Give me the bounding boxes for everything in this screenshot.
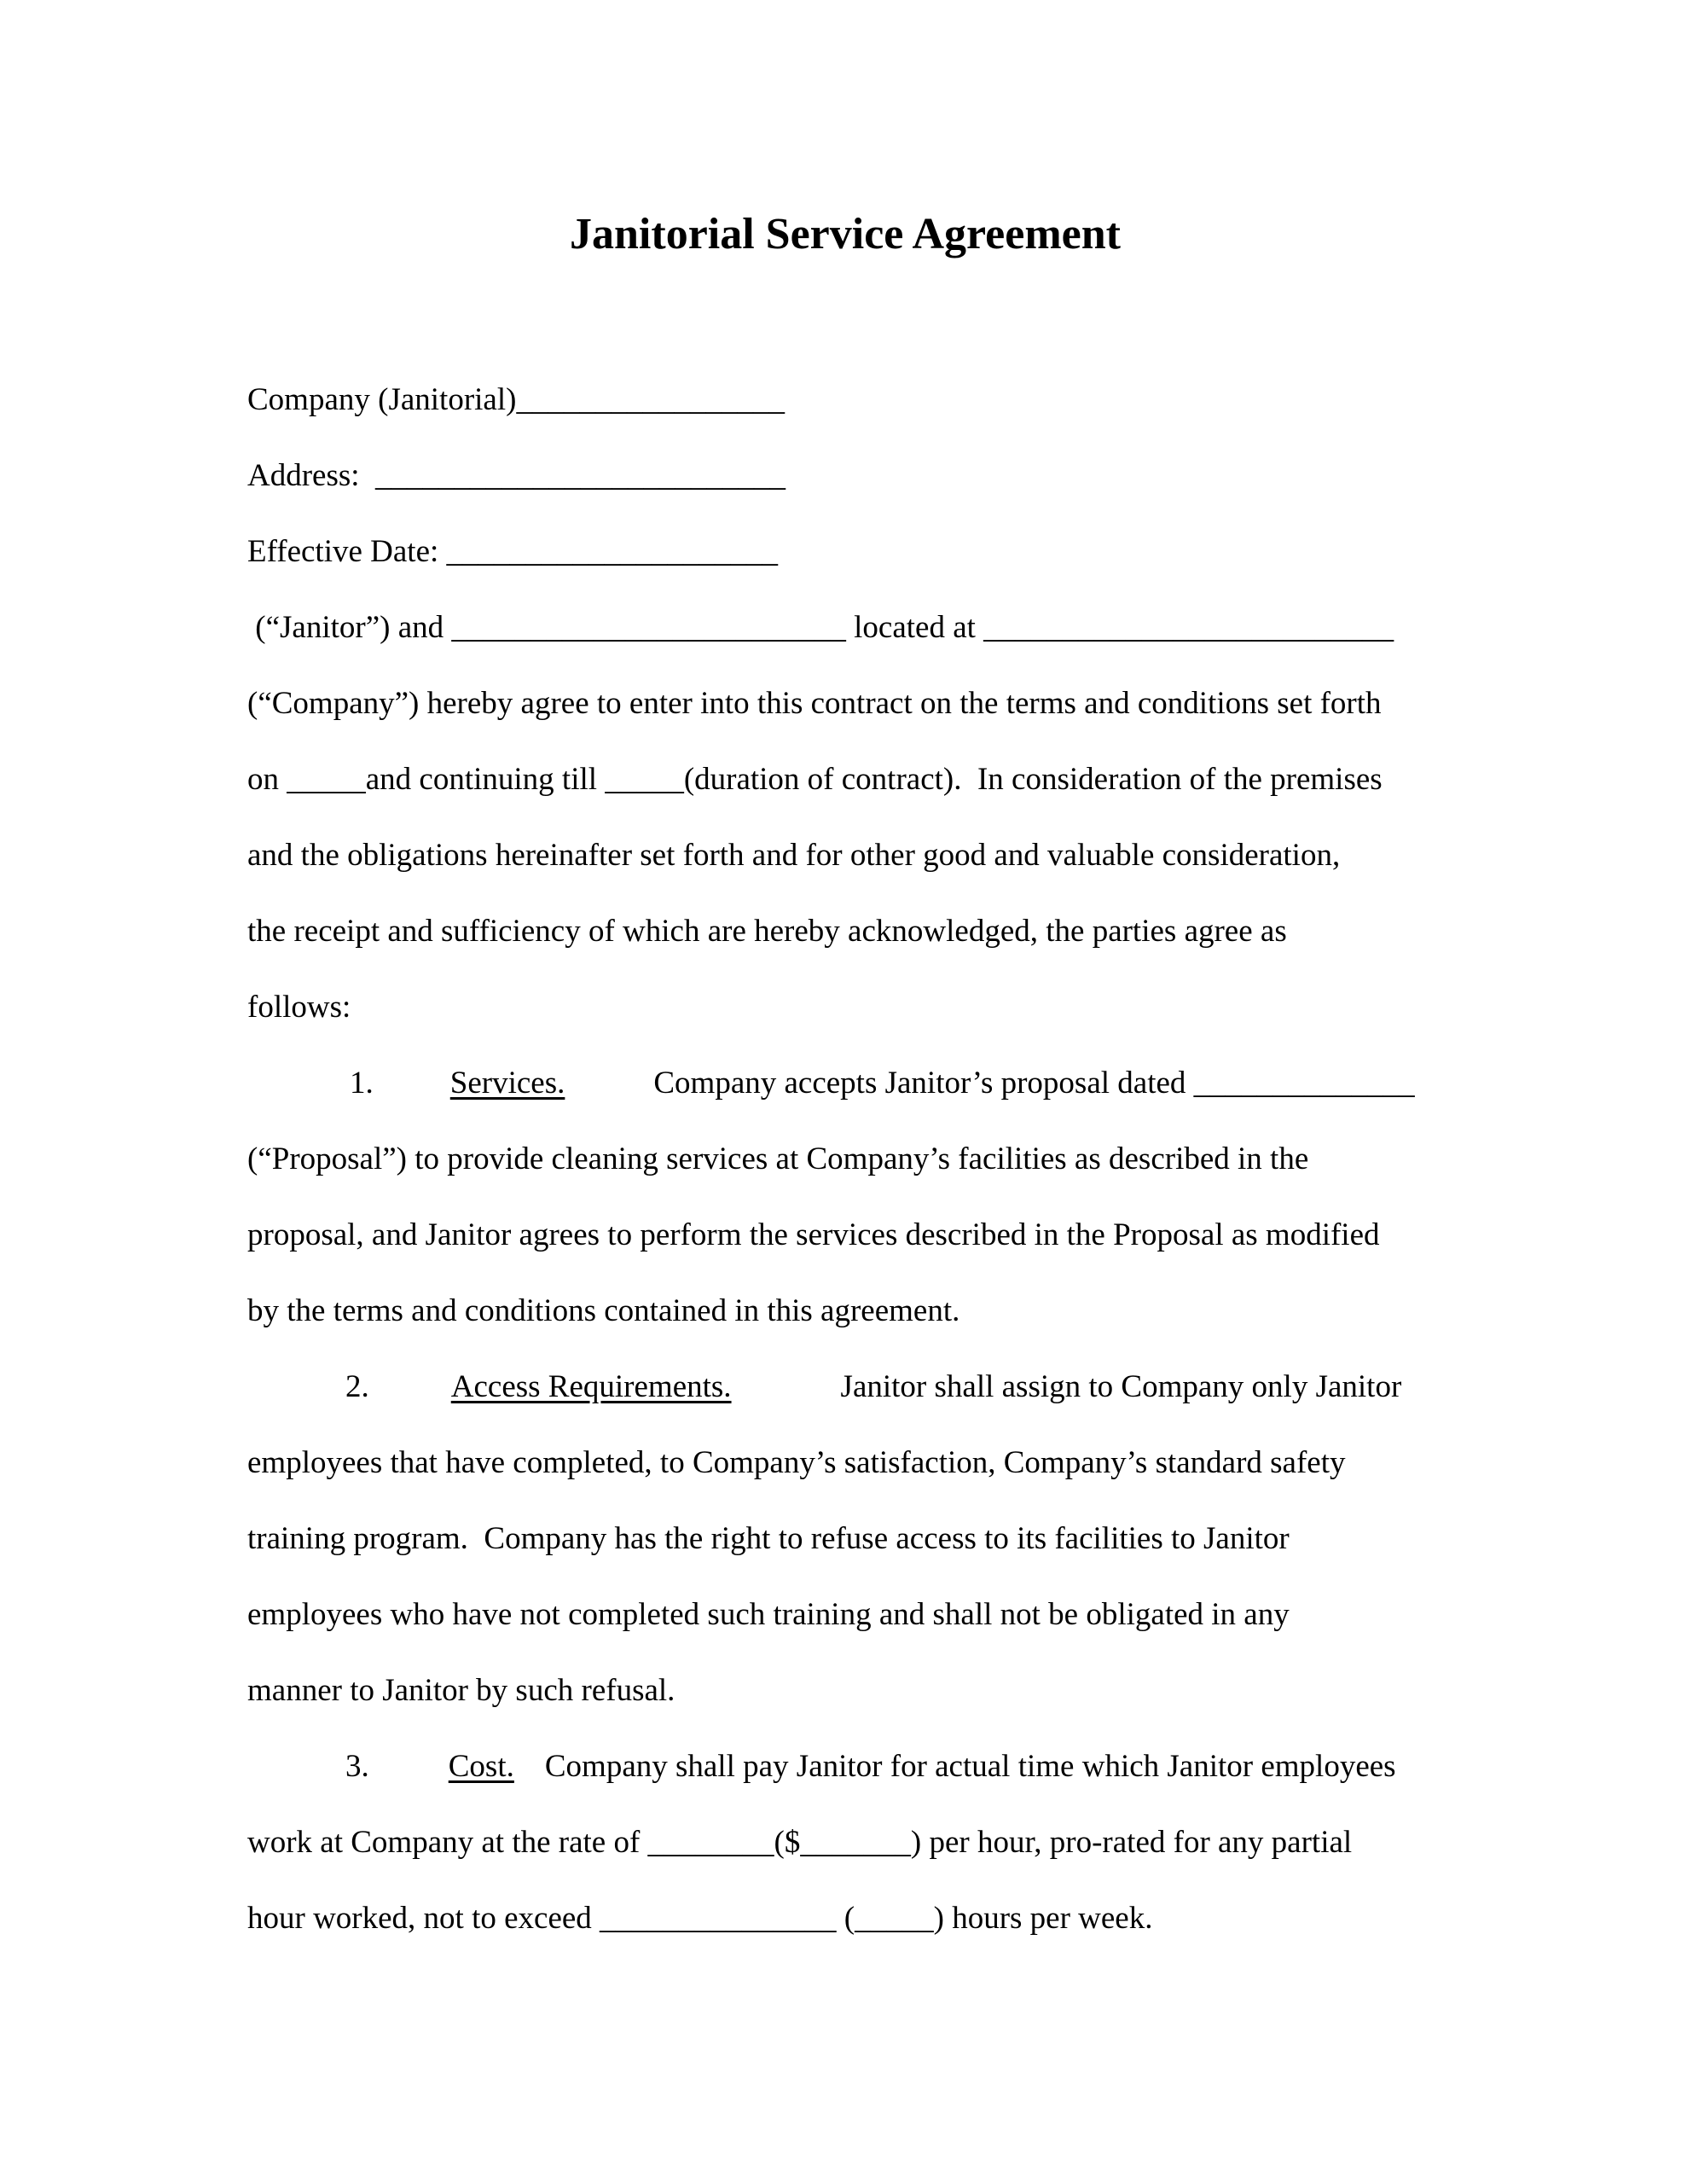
cost-hours-per-week-text: ) hours per week. [933, 1901, 1153, 1936]
hourly-rate-words-blank-line[interactable]: ________ [647, 1825, 774, 1860]
intro-janitor-text: (“Janitor”) and [247, 610, 452, 645]
janitor-name-blank-line[interactable]: _________________________ [451, 610, 846, 645]
services-line-2: (“Proposal”) to provide cleaning services at Company’s facilities as described in the [247, 1141, 1309, 1176]
cost-first-text: Company shall pay Janitor for actual time which Janitor employees [544, 1749, 1396, 1784]
access-requirements-line-2: employees that have completed, to Company’s satisfaction, Company’s standard safety [247, 1445, 1346, 1480]
effective-date-blank-line[interactable]: _____________________ [446, 534, 779, 569]
access-requirements-line-3: training program. Company has the right to refuse access to its facilities to Janitor [247, 1521, 1290, 1556]
company-address-blank-line[interactable]: __________________________ [983, 610, 1394, 645]
intro-line-4: and the obligations hereinafter set forth and for other good and valuable consideration, [247, 838, 1341, 873]
intro-line-2: (“Company”) hereby agree to enter into this contract on the terms and conditions set forth [247, 686, 1382, 721]
intro-line-dates [247, 741, 1443, 817]
cost-section-heading: Cost. [448, 1749, 514, 1784]
access-requirements-line-5: manner to Janitor by such refusal. [247, 1673, 675, 1708]
intro-continuing-text: and continuing till [365, 762, 606, 797]
address-blank-line[interactable]: __________________________ [375, 458, 786, 493]
max-hours-words-blank-line[interactable]: _______________ [600, 1901, 837, 1936]
intro-on-text: on [247, 762, 287, 797]
services-line-3: proposal, and Janitor agrees to perform the services described in the Proposal as modified [247, 1217, 1380, 1252]
access-requirements-section-heading: Access Requirements. [450, 1369, 732, 1404]
company-field-row [247, 362, 1443, 438]
access-requirements-section-number: 2. [345, 1369, 369, 1404]
address-field-row [247, 438, 1443, 514]
services-section-first-line [247, 1045, 1443, 1121]
access-requirements-line-4: employees who have not completed such training and shall not be obligated in any [247, 1597, 1290, 1632]
contract-duration-blank-line[interactable]: _____ [605, 762, 684, 797]
intro-located-at-text: located at [845, 610, 984, 645]
intro-line-follows: follows: [247, 990, 351, 1025]
commencement-date-blank-line[interactable]: _____ [287, 762, 366, 797]
company-field-label: Company (Janitorial) [247, 382, 517, 417]
access-requirements-first-line [247, 1349, 1443, 1425]
effective-date-field-row [247, 514, 1443, 590]
intro-line-parties [247, 590, 1443, 665]
intro-line-5: the receipt and sufficiency of which are hereby acknowledged, the parties agree as [247, 914, 1287, 949]
hourly-rate-amount-blank-line[interactable]: _______ [800, 1825, 911, 1860]
access-requirements-first-text: Janitor shall assign to Company only Janitor [840, 1369, 1402, 1404]
page-content [0, 208, 1687, 1956]
services-section-number: 1. [350, 1066, 374, 1101]
cost-rate-line [247, 1804, 1443, 1880]
effective-date-field-label: Effective Date: [247, 534, 447, 569]
proposal-date-blank-line[interactable]: ______________ [1193, 1066, 1415, 1101]
max-hours-number-blank-line[interactable]: _____ [855, 1901, 934, 1936]
company-name-blank-line[interactable]: _________________ [516, 382, 785, 417]
cost-section-first-line [247, 1728, 1443, 1804]
address-field-label: Address: [247, 458, 376, 493]
cost-paren-open-text: ( [836, 1901, 855, 1936]
document-title: Janitorial Service Agreement [570, 210, 1121, 258]
document-body [247, 362, 1443, 1956]
intro-consideration-text: (duration of contract). In consideration of the premises [683, 762, 1383, 797]
services-section-heading: Services. [449, 1066, 565, 1101]
cost-hours-line [247, 1880, 1443, 1956]
cost-rate-text: work at Company at the rate of [247, 1825, 648, 1860]
cost-dollar-sign-text: ($ [774, 1825, 801, 1860]
services-line-4: by the terms and conditions contained in this agreement. [247, 1293, 960, 1328]
cost-not-to-exceed-text: hour worked, not to exceed [247, 1901, 600, 1936]
cost-section-number: 3. [345, 1749, 369, 1784]
services-proposal-text: Company accepts Janitor’s proposal dated [653, 1066, 1194, 1101]
cost-per-hour-text: ) per hour, pro-rated for any partial [910, 1825, 1353, 1860]
